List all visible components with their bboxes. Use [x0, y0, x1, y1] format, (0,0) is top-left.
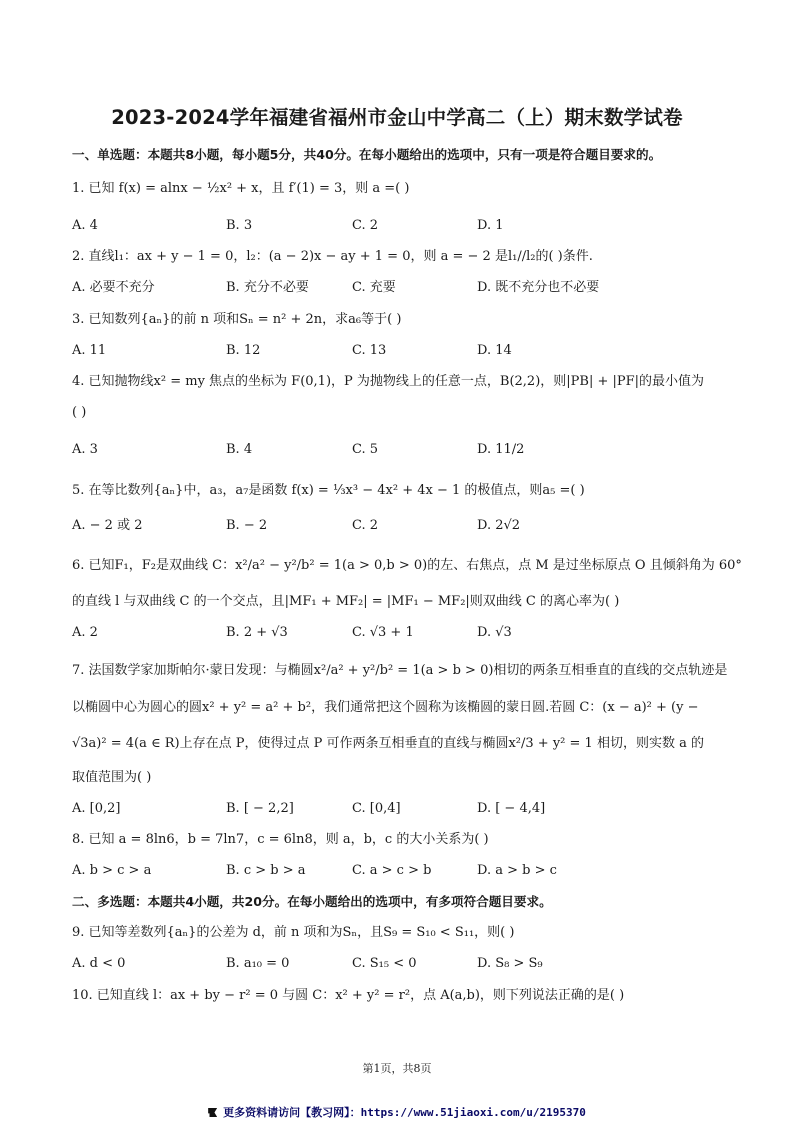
promo-link-text[interactable]: 更多资料请访问【教习网】：https://www.51jiaoxi.com/u/2195370 [223, 1106, 586, 1119]
q7-option-b[interactable]: B. [ − 2,2] [226, 801, 294, 816]
question-5-options [72, 517, 752, 535]
q5-option-a[interactable]: A. − 2 或 2 [72, 518, 143, 533]
q4-option-c[interactable]: C. 5 [352, 442, 379, 457]
q3-option-b[interactable]: B. 12 [226, 343, 261, 358]
question-6-options [72, 624, 752, 642]
q6-option-d[interactable]: D. √3 [477, 625, 512, 640]
question-4-options [72, 441, 752, 459]
page-footer: 第1页，共8页 [362, 1062, 432, 1075]
question-7-stem-line1: 7. 法国数学家加斯帕尔·蒙日发现：与椭圆x²/a² + y²/b² = 1(a > b > 0)相切的两条互相垂直的直线的交点轨迹是 [72, 663, 728, 678]
q3-option-a[interactable]: A. 11 [72, 343, 107, 358]
q1-option-d[interactable]: D. 1 [477, 218, 504, 233]
question-3-stem: 3. 已知数列{aₙ}的前 n 项和Sₙ = n² + 2n，求a₆等于( ) [72, 312, 402, 327]
q4-option-a[interactable]: A. 3 [72, 442, 98, 457]
question-9-stem: 9. 已知等差数列{aₙ}的公差为 d，前 n 项和为Sₙ，且S₉ = S₁₀ < S₁₁，则( ) [72, 925, 515, 940]
q1-option-b[interactable]: B. 3 [226, 218, 253, 233]
question-2-stem: 2. 直线l₁：ax + y − 1 = 0，l₂：(a − 2)x − ay + 1 = 0，则 a = − 2 是l₁//l₂的( )条件. [72, 249, 593, 264]
q3-option-d[interactable]: D. 14 [477, 343, 512, 358]
section-single-choice: 一、单选题：本题共8小题，每小题5分，共40分。在每小题给出的选项中，只有一项是符合题目要求的。 [72, 147, 662, 162]
question-7-stem-line2: 以椭圆中心为圆心的圆x² + y² = a² + b²，我们通常把这个圆称为该椭圆的蒙日圆.若圆 C：(x − a)² + (y − [72, 700, 699, 715]
q8-option-d[interactable]: D. a > b > c [477, 863, 557, 878]
q7-option-c[interactable]: C. [0,4] [352, 801, 401, 816]
question-2-options [72, 279, 752, 297]
q3-option-c[interactable]: C. 13 [352, 343, 387, 358]
question-4-stem-line2: ( ) [72, 405, 87, 420]
q2-option-c[interactable]: C. 充要 [352, 280, 396, 295]
question-1-stem: 1. 已知 f(x) = alnx − ½x² + x，且 f′(1) = 3，则 a =( ) [72, 181, 410, 196]
promo-banner[interactable] [0, 1104, 794, 1120]
question-9-options [72, 955, 752, 973]
exam-title: 2023-2024学年福建省福州市金山中学高二（上）期末数学试卷 [111, 106, 683, 129]
q8-option-c[interactable]: C. a > c > b [352, 863, 432, 878]
q6-option-b[interactable]: B. 2 + √3 [226, 625, 288, 640]
q5-option-d[interactable]: D. 2√2 [477, 518, 521, 533]
section-multi-choice: 二、多选题：本题共4小题，共20分。在每小题给出的选项中，有多项符合题目要求。 [72, 894, 552, 909]
question-5-stem: 5. 在等比数列{aₙ}中，a₃，a₇是函数 f(x) = ⅓x³ − 4x² + 4x − 1 的极值点，则a₅ =( ) [72, 483, 585, 498]
question-1-options [72, 217, 752, 235]
q6-option-c[interactable]: C. √3 + 1 [352, 625, 414, 640]
q5-option-c[interactable]: C. 2 [352, 518, 379, 533]
question-6-stem-line2: 的直线 l 与双曲线 C 的一个交点，且|MF₁ + MF₂| = |MF₁ − MF₂|则双曲线 C 的离心率为( ) [72, 594, 620, 609]
question-7-stem-line3: √3a)² = 4(a ∈ R)上存在点 P，使得过点 P 可作两条互相垂直的直线与椭圆x²/3 + y² = 1 相切，则实数 a 的 [72, 736, 704, 751]
q8-option-b[interactable]: B. c > b > a [226, 863, 306, 878]
q7-option-a[interactable]: A. [0,2] [72, 801, 121, 816]
q4-option-b[interactable]: B. 4 [226, 442, 253, 457]
q6-option-a[interactable]: A. 2 [72, 625, 98, 640]
question-7-stem-line4: 取值范围为( ) [72, 770, 152, 785]
q1-option-a[interactable]: A. 4 [72, 218, 98, 233]
q9-option-a[interactable]: A. d < 0 [72, 956, 126, 971]
q2-option-a[interactable]: A. 必要不充分 [72, 280, 155, 295]
question-8-stem: 8. 已知 a = 8ln6，b = 7ln7，c = 6ln8，则 a，b，c 的大小关系为( ) [72, 832, 489, 847]
q2-option-b[interactable]: B. 充分不必要 [226, 280, 309, 295]
q9-option-c[interactable]: C. S₁₅ < 0 [352, 956, 417, 971]
q2-option-d[interactable]: D. 既不充分也不必要 [477, 280, 600, 295]
question-7-options [72, 800, 752, 818]
q9-option-d[interactable]: D. S₈ > S₉ [477, 956, 543, 971]
q5-option-b[interactable]: B. − 2 [226, 518, 268, 533]
q4-option-d[interactable]: D. 11/2 [477, 442, 525, 457]
question-10-stem: 10. 已知直线 l：ax + by − r² = 0 与圆 C：x² + y² = r²，点 A(a,b)，则下列说法正确的是( ) [72, 988, 625, 1003]
question-3-options [72, 342, 752, 360]
question-6-stem-line1: 6. 已知F₁，F₂是双曲线 C：x²/a² − y²/b² = 1(a > 0,b > 0)的左、右焦点，点 M 是过坐标原点 O 且倾斜角为 60° [72, 558, 742, 573]
question-8-options [72, 862, 752, 880]
q9-option-b[interactable]: B. a₁₀ = 0 [226, 956, 290, 971]
flag-icon [208, 1108, 217, 1117]
question-4-stem-line1: 4. 已知抛物线x² = my 焦点的坐标为 F(0,1)，P 为抛物线上的任意一点，B(2,2)，则|PB| + |PF|的最小值为 [72, 374, 705, 389]
q1-option-c[interactable]: C. 2 [352, 218, 379, 233]
q8-option-a[interactable]: A. b > c > a [72, 863, 152, 878]
q7-option-d[interactable]: D. [ − 4,4] [477, 801, 546, 816]
